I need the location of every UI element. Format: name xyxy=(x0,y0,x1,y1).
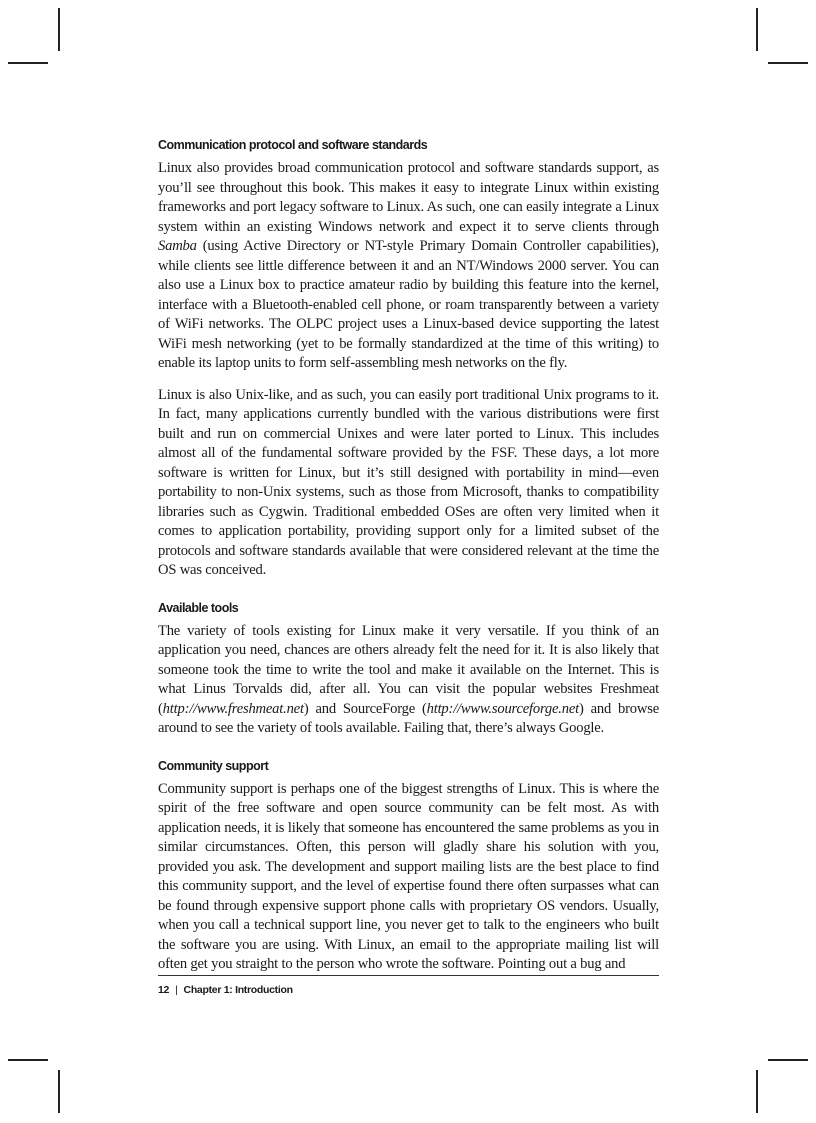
paragraph xyxy=(158,386,659,581)
crop-mark-bottom-right-horizontal xyxy=(768,1059,808,1061)
sourceforge-url[interactable]: http://www.sourceforge.net xyxy=(426,700,579,717)
crop-mark-top-right-horizontal xyxy=(768,62,808,64)
footer-rule xyxy=(158,975,659,976)
text-run: (using Active Directory or NT-style Primary Domain Controller capabilities), while clients see little difference between it and an NT/Windows 2000 server. You can also use a Linux box to practice amateur radio by building this feature into the kernel, interface with a Bluetooth-enabled cell phone, or roam transparently between a variety of WiFi networks. The OLPC project uses a Linux-based device supporting the latest WiFi mesh networking (yet to be formally standardized at the time of this writing) to enable its laptop units to form self-assembling mesh networks on the fly. xyxy=(158,238,659,371)
footer-separator: | xyxy=(175,984,178,996)
section-heading: Community support xyxy=(158,758,269,773)
chapter-title: Chapter 1: Introduction xyxy=(183,984,293,996)
crop-mark-top-right-vertical xyxy=(756,8,758,51)
text-run: Linux also provides broad communication protocol and software standards support, as you’ll see throughout this book. This makes it easy to integrate Linux within existing frameworks and port legacy software to Linux. As such, one can easily integrate a Linux system within an existing Windows network and expect it to serve clients through xyxy=(158,160,659,235)
section-heading: Available tools xyxy=(158,600,239,615)
text-run: ) and browse around to see the variety of tools available. Failing that, there’s always Google. xyxy=(158,700,659,736)
paragraph xyxy=(158,159,659,374)
paragraph xyxy=(158,622,659,739)
section-communication-protocol xyxy=(158,138,659,581)
crop-mark-top-left-horizontal xyxy=(8,62,48,64)
italic-text-run: Samba xyxy=(158,238,197,254)
page-body xyxy=(158,138,659,987)
section-heading: Communication protocol and software standards xyxy=(158,138,428,152)
text-run: ) and SourceForge ( xyxy=(303,700,427,717)
freshmeat-url[interactable]: http://www.freshmeat.net xyxy=(162,700,304,717)
section-community-support xyxy=(158,759,659,975)
section-available-tools xyxy=(158,601,659,739)
text-run: Linux is also Unix-like, and as such, you can easily port traditional Unix programs to it. In fact, many applications currently bundled with the various distributions were first built and run on commercial Unixes and were later ported to Linux. This includes almost all of the fundamental software provided by the FSF. These days, a lot more software is written for Linux, but it’s still designed with portability in mind—even portability to non-Unix systems, such as those from Microsoft, thanks to compatibility libraries such as Cygwin. Traditional embedded OSes are often very limited when it comes to application portability, providing support only for a limited subset of the protocols and software standards available that were considered relevant at the time the OS was conceived. xyxy=(158,386,659,578)
paragraph xyxy=(158,780,659,975)
page-footer xyxy=(158,984,293,996)
crop-mark-bottom-left-horizontal xyxy=(8,1059,48,1061)
crop-mark-bottom-right-vertical xyxy=(756,1070,758,1113)
crop-mark-top-left-vertical xyxy=(58,8,60,51)
crop-mark-bottom-left-vertical xyxy=(58,1070,60,1113)
page-number: 12 xyxy=(158,984,170,996)
text-run: The variety of tools existing for Linux make it very versatile. If you think of an application you need, chances are others already felt the need for it. It is also likely that someone took the time to write the tool and make it available on the Internet. This is what Linus Torvalds did, after all. You can visit the popular websites Freshmeat ( xyxy=(158,622,659,717)
text-run: Community support is perhaps one of the biggest strengths of Linux. This is where the spirit of the free software and open source community can be felt most. As with application needs, it is likely that someone has encountered the same problems as you in similar circumstances. Often, this person will gladly share his solution with you, provided you ask. The development and support mailing lists are the best place to find this community support, and the level of expertise found there often surpasses what can be found through expensive support phone calls with proprietary OS vendors. Usually, when you call a technical support line, you never get to talk to the engineers who built the software you are using. With Linux, an email to the appropriate mailing list will often get you straight to the person who wrote the software. Pointing out a bug and xyxy=(158,780,659,972)
